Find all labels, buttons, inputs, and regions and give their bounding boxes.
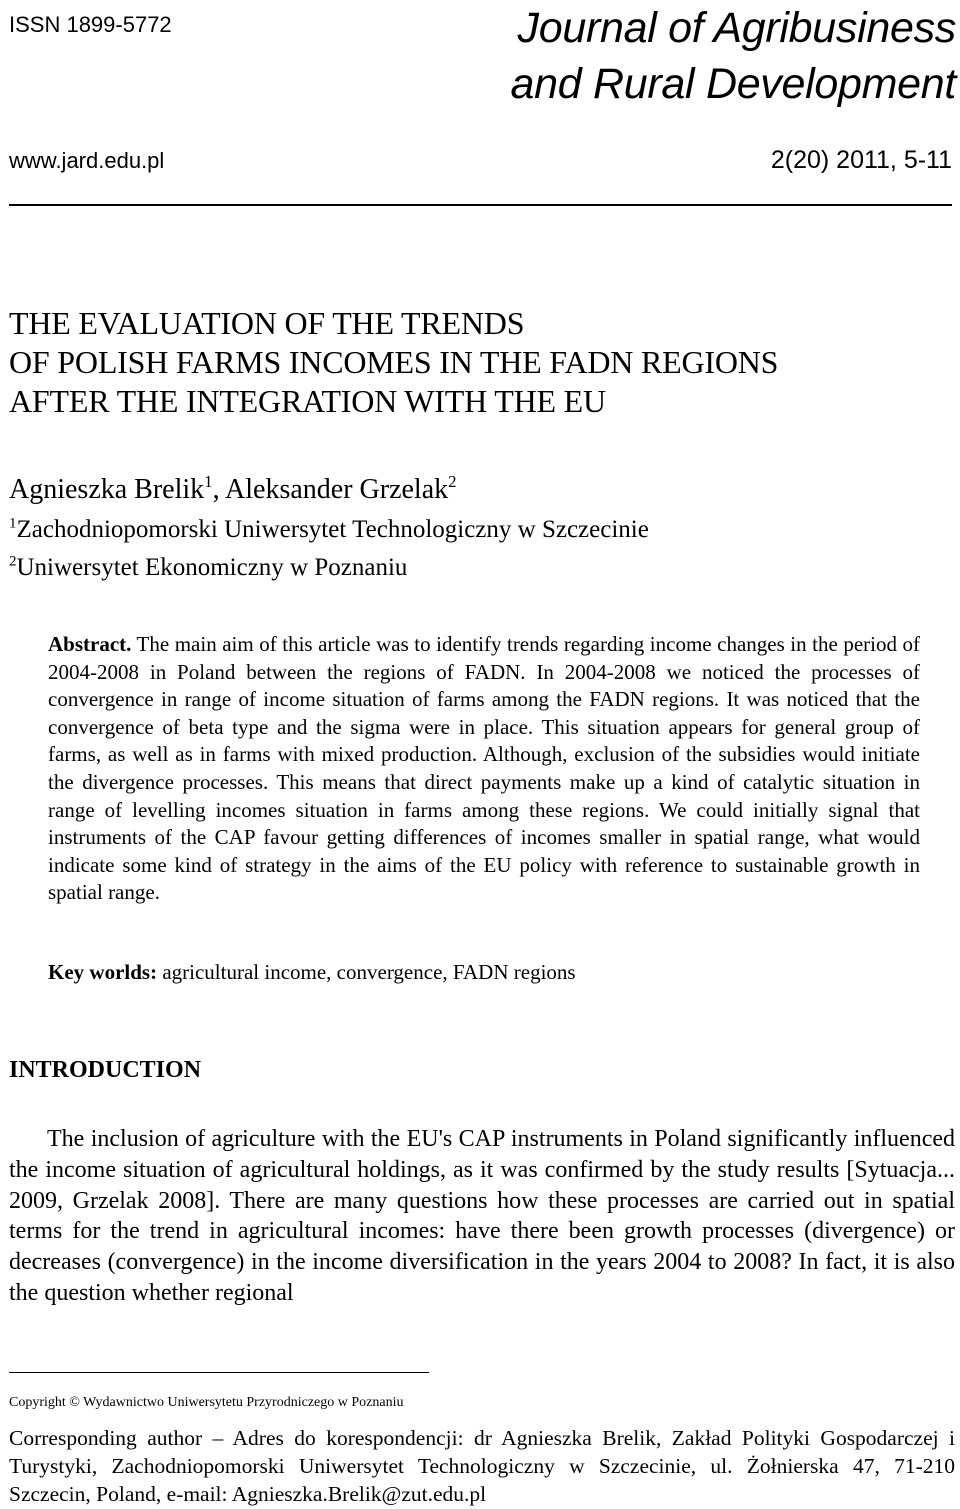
keywords — [48, 958, 576, 986]
journal-title-line-2: and Rural Development — [510, 60, 956, 108]
author-list — [9, 473, 457, 507]
issue-pages: 2(20) 2011, 5-11 — [770, 146, 952, 174]
affiliation-marker: 2 — [9, 553, 17, 570]
author-affiliation-marker: 1 — [204, 472, 213, 492]
abstract — [48, 631, 920, 907]
article-title — [9, 304, 949, 421]
issn: ISSN 1899-5772 — [9, 12, 172, 37]
introduction-paragraph: The inclusion of agriculture with the EU's CAP instruments in Poland significantly influenced the income situation of agricultural holdings, as it was confirmed by the study results [Sytuacja... 2009, Grzelak 2008]. There are many questions how these processes are carried out in spatial terms for the trend in agricultural incomes: have there been growth processes (divergence) or decreases (convergence) in the income diversification in the years 2004 to 2008? In fact, it is also the question whether regional — [9, 1126, 955, 1306]
journal-url[interactable]: www.jard.edu.pl — [9, 148, 165, 173]
abstract-text: The main aim of this article was to identify trends regarding income changes in the period of 2004-2008 in Poland between the regions of FADN. In 2004-2008 we noticed the processes of convergence in range of income situation of farms among the FADN regions. It was noticed that the convergence of beta type and the sigma were in place. This situation appears for general group of farms, as well as in farms with mixed production. Although, exclusion of the subsidies would initiate the divergence processes. This means that direct payments make up a kind of catalytic situation in range of levelling incomes situation in farms among these regions. We could initially signal that instruments of the CAP favour getting differences of incomes smaller in spatial range, what would indicate some kind of strategy in the aims of the EU policy with reference to sustainable growth in spatial range. — [48, 632, 920, 905]
author-affiliation-marker: 2 — [448, 472, 457, 492]
abstract-label: Abstract. — [48, 632, 132, 656]
affiliation-2 — [9, 553, 407, 583]
affiliation-marker: 1 — [9, 515, 17, 532]
introduction-heading: INTRODUCTION — [9, 1057, 202, 1083]
copyright-notice: Copyright © Wydawnictwo Uniwersytetu Przyrodniczego w Poznaniu — [9, 1395, 404, 1410]
affiliation-text: Zachodniopomorski Uniwersytet Technologiczny w Szczecinie — [16, 516, 649, 543]
author-name: Agnieszka Brelik — [9, 474, 205, 505]
journal-title — [511, 0, 956, 112]
title-line-1: THE EVALUATION OF THE TRENDS — [9, 305, 525, 341]
keywords-label: Key worlds: — [48, 960, 158, 984]
title-line-2: OF POLISH FARMS INCOMES IN THE FADN REGIONS — [9, 344, 779, 380]
corresponding-author-note: Corresponding author – Adres do korespondencji: dr Agnieszka Brelik, Zakład Polityki Gospodarczej i Turystyki, Zachodniopomorski Uniwersytet Technologiczny w Szczecinie, ul. Żołnierska 47, 71-210 Szczecin, Poland, e-mail: Agnieszka.Brelik@zut.edu.pl — [9, 1426, 955, 1506]
affiliation-text: Uniwersytet Ekonomiczny w Poznaniu — [16, 554, 408, 581]
header-divider — [9, 204, 952, 206]
author-name: Aleksander Grzelak — [225, 474, 449, 505]
affiliation-1 — [9, 515, 649, 545]
title-line-3: AFTER THE INTEGRATION WITH THE EU — [9, 383, 606, 419]
author-separator: , — [212, 474, 226, 505]
keywords-text: agricultural income, convergence, FADN regions — [157, 960, 576, 984]
journal-title-line-1: Journal of Agribusiness — [517, 4, 956, 52]
footnote-divider — [9, 1372, 429, 1373]
